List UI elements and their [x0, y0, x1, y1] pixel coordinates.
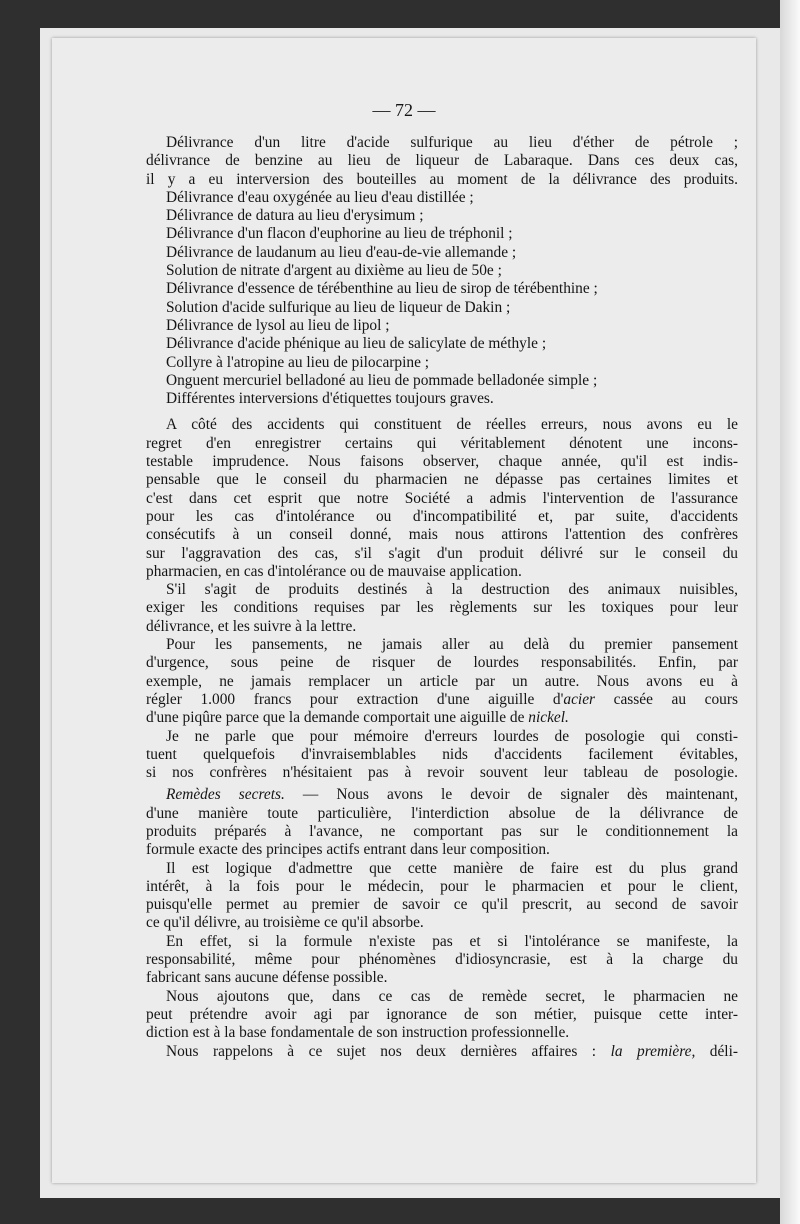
text-line: ce qu'il délivre, au troisième ce qu'il absorbe.	[146, 914, 424, 932]
text-line: sur l'aggravation des cas, s'il s'agit d'un produit délivré sur le conseil du	[146, 544, 738, 562]
list-item: Délivrance de laudanum au lieu d'eau-de-vie allemande ;	[166, 243, 517, 261]
text-line: A côté des accidents qui constituent de réelles erreurs, nous avons eu le	[166, 416, 738, 434]
list-item: Délivrance de datura au lieu d'erysimum ;	[166, 207, 424, 225]
text-line: délivrance, et les suivre à la lettre.	[146, 617, 357, 635]
italic-word: acier	[563, 690, 596, 708]
text-line: S'il s'agit de produits destinés à la destruction des animaux nuisibles,	[166, 581, 738, 599]
text-line: Je ne parle que pour mémoire d'erreurs lourdes de posologie qui consti-	[166, 727, 738, 745]
list-item: Délivrance d'essence de térébenthine au lieu de sirop de térébenthine ;	[166, 280, 598, 298]
italic-word: nickel.	[528, 709, 569, 727]
text-line: pour les cas d'intolérance ou d'incompatibilité et, par suite, d'accidents	[146, 507, 738, 525]
text-segment: cassée au cours	[595, 690, 738, 708]
text-line	[146, 709, 738, 727]
list-item: Collyre à l'atropine au lieu de pilocarpine ;	[166, 353, 430, 371]
text-line: d'une manière toute particulière, l'interdiction absolue de la délivrance de	[146, 804, 738, 822]
text-line: il y a eu interversion des bouteilles au moment de la délivrance des produits.	[146, 170, 738, 188]
text-line: exemple, ne jamais remplacer un article par un autre. Nous avons eu à	[146, 672, 738, 690]
text-line: En effet, si la formule n'existe pas et si l'intolérance se manifeste, la	[166, 932, 738, 950]
page-number: — 72 —	[372, 100, 436, 120]
list-item: Différentes interversions d'étiquettes toujours graves.	[166, 390, 494, 408]
text-line: regret d'en enregistrer certains qui véritablement dénotent une incons-	[146, 434, 738, 452]
section-heading: Remèdes secrets.	[166, 786, 285, 804]
list-item: Délivrance de lysol au lieu de lipol ;	[166, 316, 390, 334]
text-line: d'urgence, sous peine de risquer de lourdes responsabilités. Enfin, par	[146, 654, 738, 672]
text-line: formule exacte des principes actifs entrant dans leur composition.	[146, 841, 550, 859]
text-line: Nous ajoutons que, dans ce cas de remède secret, le pharmacien ne	[166, 987, 738, 1005]
text-line: pharmacien, en cas d'intolérance ou de mauvaise application.	[146, 562, 522, 580]
text-line: responsabilité, même pour phénomènes d'idiosyncrasie, est à la charge du	[146, 951, 738, 969]
list-item: Délivrance d'acide phénique au lieu de salicylate de méthyle ;	[166, 335, 547, 353]
text-segment: régler 1.000 francs pour extraction d'une aiguille d'	[146, 690, 564, 708]
list-item: Solution de nitrate d'argent au dixième au lieu de 50e ;	[166, 262, 502, 280]
text-segment: — Nous avons le devoir de signaler dès maintenant,	[284, 786, 738, 804]
text-line: testable imprudence. Nous faisons observer, chaque année, qu'il est indis-	[146, 453, 738, 471]
text-line: c'est dans cet esprit que notre Société a admis l'intervention de l'assurance	[146, 489, 738, 507]
text-line: tuent quelquefois d'invraisemblables nids d'accidents facilement évitables,	[146, 745, 738, 763]
body-text	[146, 134, 738, 1061]
text-line	[146, 1043, 738, 1061]
text-line: Pour les pansements, ne jamais aller au delà du premier pansement	[166, 636, 738, 654]
text-line: diction est à la base fondamentale de son instruction professionnelle.	[146, 1024, 570, 1042]
text-line: peut prétendre avoir agi par ignorance de son métier, puisque cette inter-	[146, 1005, 738, 1023]
text-line: délivrance de benzine au lieu de liqueur de Labaraque. Dans ces deux cas,	[146, 152, 738, 170]
text-segment: d'une piqûre parce que la demande comportait une aiguille de	[146, 709, 529, 727]
text-segment: Nous rappelons à ce sujet nos deux dernières affaires :	[166, 1042, 611, 1060]
text-line: exiger les conditions requises par les règlements sur les toxiques pour leur	[146, 599, 738, 617]
text-line: produits préparés à l'avance, ne comportant pas sur le conditionnement la	[146, 822, 738, 840]
text-line	[146, 786, 738, 804]
list-item: Délivrance d'un flacon d'euphorine au lieu de tréphonil ;	[166, 225, 513, 243]
text-line: intérêt, à la fois pour le médecin, pour le pharmacien et pour le client,	[146, 877, 738, 895]
text-line: Il est logique d'admettre que cette manière de faire est du plus grand	[166, 859, 738, 877]
list-item: Délivrance d'eau oxygénée au lieu d'eau distillée ;	[166, 188, 474, 206]
list-item: Solution d'acide sulfurique au lieu de liqueur de Dakin ;	[166, 298, 511, 316]
document-page	[52, 38, 756, 1183]
text-line: consécutifs à un conseil donné, mais nous attirons l'attention des confrères	[146, 526, 738, 544]
list-item: Onguent mercuriel belladoné au lieu de pommade belladonée simple ;	[166, 371, 598, 389]
text-line: fabricant sans aucune défense possible.	[146, 969, 388, 987]
text-line: Délivrance d'un litre d'acide sulfurique au lieu d'éther de pétrole ;	[166, 134, 738, 151]
page-edge	[780, 0, 800, 1224]
italic-phrase: la première,	[610, 1042, 696, 1060]
text-segment: déli-	[695, 1042, 738, 1060]
text-line: puisqu'elle permet au premier de savoir ce qu'il prescrit, au second de savoir	[146, 896, 738, 914]
text-line	[146, 691, 738, 709]
text-line: pensable que le conseil du pharmacien ne dépasse pas certaines limites et	[146, 471, 738, 489]
text-line: si nos confrères n'hésitaient pas à revoir souvent leur tableau de posologie.	[146, 764, 738, 782]
